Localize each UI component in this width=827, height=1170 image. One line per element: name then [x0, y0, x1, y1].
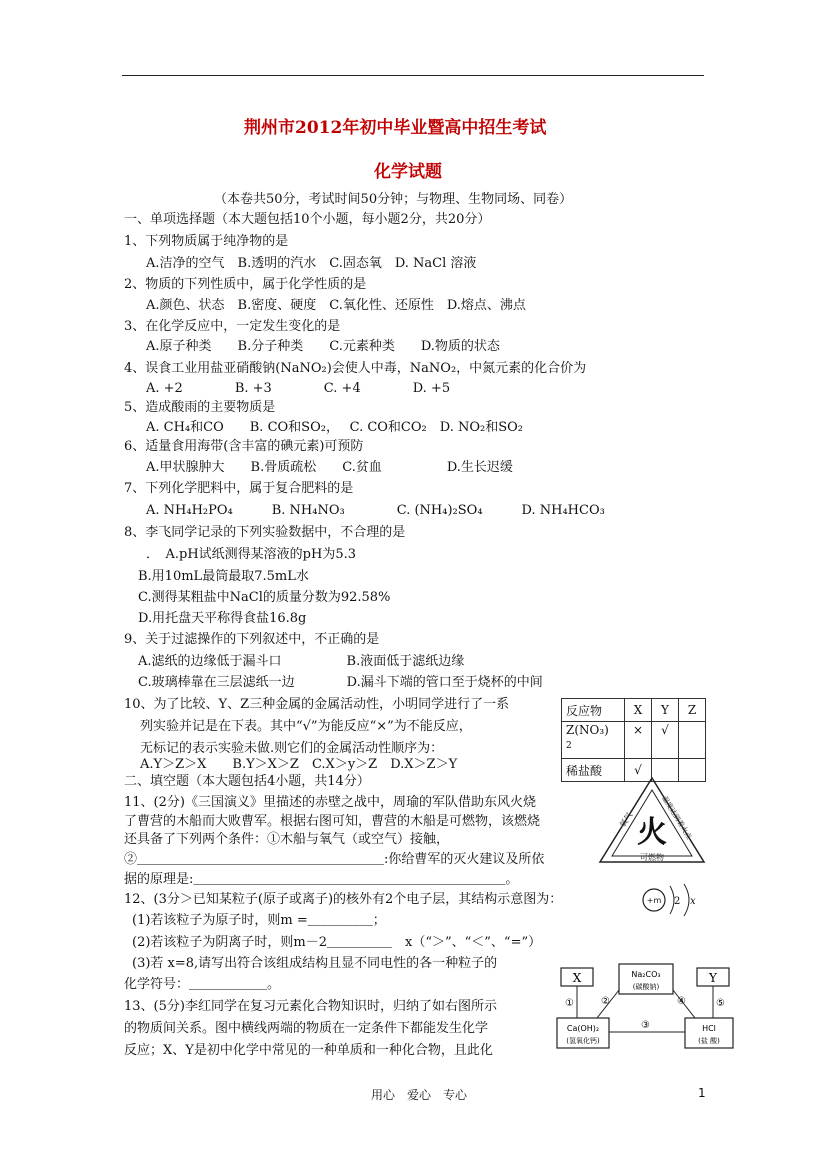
question-line: 了曹营的木船而大败曹军。根据右图可知，曹营的木船是可燃物，该燃烧 — [124, 814, 541, 829]
question-line: A.颜色、状态 B.密度、硬度 C.氧化性、还原性 D.熔点、沸点 — [146, 298, 526, 313]
question-line: 12、(3分＞已知某粒子(原子或离子)的核外有2个电子层，其结构示意图为： — [124, 892, 563, 907]
table-cell: √ — [625, 759, 652, 782]
question-line: A. NH₄H₂PO₄ B. NH₄NO₃ C. (NH₄)₂SO₄ D. NH₄HCO₃ — [146, 503, 605, 518]
question-line: 11、(2分)《三国演义》里描述的赤壁之战中，周瑜的军队借助东风火烧 — [124, 795, 536, 810]
combustible-label: 可燃物 — [640, 853, 664, 862]
question-line: 10、为了比较、Y、Z三种金属的金属活动性，小明同学进行了一系 — [124, 697, 510, 712]
box-y: Y — [709, 971, 717, 985]
temperature-label: 温度达到着火点 — [660, 794, 694, 841]
exam-title: 荆州市2012年初中毕业暨高中招生考试 — [244, 118, 547, 138]
link-label: ④ — [677, 996, 686, 1007]
link-label: ③ — [641, 1020, 650, 1031]
table-cell — [679, 722, 706, 759]
oxygen-label: 氧气 — [618, 810, 635, 830]
question-line: 2、物质的下列性质中，属于化学性质的是 — [124, 277, 367, 292]
question-line: 化学符号：＿＿＿＿＿＿。 — [124, 977, 281, 992]
nucleus-label: +m — [646, 896, 662, 905]
table-cell: 稀盐酸 — [562, 759, 625, 782]
question-line: C.测得某粗盐中NaCl的质量分数为92.58% — [138, 590, 391, 605]
reaction-table — [561, 698, 706, 782]
question-line: 1、下列物质属于纯净物的是 — [124, 234, 289, 249]
header-rule — [122, 75, 704, 76]
question-line: ． A.pH试纸测得某溶液的pH为5.3 — [146, 547, 357, 562]
question-line: (1)若该粒子为原子时，则m =＿＿＿＿＿； — [132, 913, 386, 928]
question-line: 6、适量食用海带(含丰富的碘元素)可预防 — [124, 439, 364, 454]
link-label: ⑤ — [716, 998, 725, 1009]
question-line: 4、误食工业用盐亚硝酸钠(NaNO₂)会使人中毒，NaNO₂，中氮元素的化合价为 — [124, 361, 587, 376]
question-line: A. CH₄和CO B. CO和SO₂， C. CO和CO₂ D. NO₂和SO₂ — [146, 420, 523, 435]
box-na2co3-name: (碳酸钠) — [632, 983, 660, 991]
table-row — [562, 699, 706, 722]
subscript-label: 2 — [566, 741, 572, 751]
box-hcl: HCl — [702, 1024, 716, 1033]
box-na2co3: Na₂CO₃ — [631, 970, 661, 979]
fire-triangle-figure — [596, 776, 708, 866]
question-line: A.甲状腺肿大 B.骨质疏松 C.贫血 D.生长迟缓 — [146, 460, 513, 475]
table-row — [562, 722, 706, 759]
link-label: ① — [565, 998, 574, 1009]
question-line: 还具备了下列两个条件：①木船与氧气（或空气）接触， — [124, 832, 450, 847]
question-line: C.玻璃棒靠在三层滤纸一边 D.漏斗下端的管口至于烧杯的中间 — [138, 675, 543, 690]
section-heading: 二、填空题（本大题包括4小题，共14分） — [124, 774, 370, 789]
question-line: 8、李飞同学记录的下列实验数据中，不合理的是 — [124, 525, 406, 540]
table-cell: × — [625, 722, 652, 759]
box-caoh2: Ca(OH)₂ — [566, 1024, 600, 1033]
question-line: A. +2 B. +3 C. +4 D. +5 — [146, 381, 451, 396]
compound-relationship-figure — [551, 962, 741, 1058]
shell-two-label: x — [690, 896, 696, 907]
box-caoh2-name: (氢氧化钙) — [566, 1037, 600, 1045]
exam-note: （本卷共50分，考试时间50分钟；与物理、生物同场、同卷） — [214, 192, 573, 207]
reactant-label: Z(NO₃) — [566, 723, 609, 737]
question-line: 的物质间关系。图中横线两端的物质在一定条件下都能发生化学 — [124, 1021, 489, 1036]
question-line: 反应；X、Y是初中化学中常见的一种单质和一种化合物，且此化 — [124, 1043, 493, 1058]
table-cell: √ — [652, 722, 679, 759]
question-line: 3、在化学反应中，一定发生变化的是 — [124, 319, 341, 334]
question-line: A.原子种类 B.分子种类 C.元素种类 D.物质的状态 — [146, 339, 500, 354]
question-line: A.洁净的空气 B.透明的汽水 C.固态氧 D. NaCl 溶液 — [146, 256, 477, 271]
table-header-cell: Z — [679, 699, 706, 722]
table-header-cell: 反应物 — [562, 699, 625, 722]
question-line: 列实验并记是在下表。其中“√”为能反应“×”为不能反应， — [140, 719, 472, 734]
table-header-cell: X — [625, 699, 652, 722]
table-header-cell: Y — [652, 699, 679, 722]
footer-slogan: 用心 爱心 专心 — [371, 1088, 468, 1102]
question-line: A.滤纸的边缘低于漏斗口 B.液面低于滤纸边缘 — [138, 654, 465, 669]
section-heading: 一、单项选择题（本大题包括10个小题，每小题2分，共20分） — [124, 212, 491, 227]
box-x: X — [572, 971, 582, 985]
page-number: 1 — [698, 1086, 706, 1100]
question-line: D.用托盘天平称得食盐16.8g — [138, 611, 307, 626]
atom-structure-figure — [640, 880, 704, 920]
exam-subtitle: 化学试题 — [374, 162, 442, 182]
question-line: B.用10mL最筒最取7.5mL水 — [138, 569, 309, 584]
question-line: 无标记的表示实验未做.则它们的金属活动性顺序为： — [140, 741, 444, 756]
shell-one-label: 2 — [674, 896, 681, 907]
answer-line: 据的原理是:＿＿＿＿＿＿＿＿＿＿＿＿＿＿＿＿＿＿＿＿＿＿＿＿。 — [124, 872, 519, 887]
box-hcl-name: (盐 酸) — [698, 1037, 720, 1045]
question-line: 7、下列化学肥料中，属于复合肥料的是 — [124, 481, 354, 496]
answer-line: ②＿＿＿＿＿＿＿＿＿＿＿＿＿＿＿＿＿＿＿:你给曹军的灭火建议及所依 — [124, 852, 545, 867]
question-line: 5、造成酸雨的主要物质是 — [124, 400, 276, 415]
question-line: (2)若该粒子为阴离子时，则m－2＿＿＿＿＿ x（“＞”、“＜”、“=”） — [132, 935, 542, 950]
table-cell — [562, 722, 625, 759]
question-line: A.Y＞Z＞X B.Y＞X＞Z C.X＞y＞Z D.X＞Z＞Y — [140, 757, 458, 772]
fire-label: 火 — [637, 815, 667, 850]
question-line: (3)若 x=8,请写出符合该组成结构且显不同电性的各一种粒子的 — [132, 956, 498, 971]
question-line: 9、关于过滤操作的下列叙述中，不正确的是 — [124, 632, 380, 647]
question-line: 13、(5分)李红同学在复习元素化合物知识时，归纳了如右图所示 — [124, 999, 497, 1014]
link-label: ② — [601, 996, 610, 1007]
